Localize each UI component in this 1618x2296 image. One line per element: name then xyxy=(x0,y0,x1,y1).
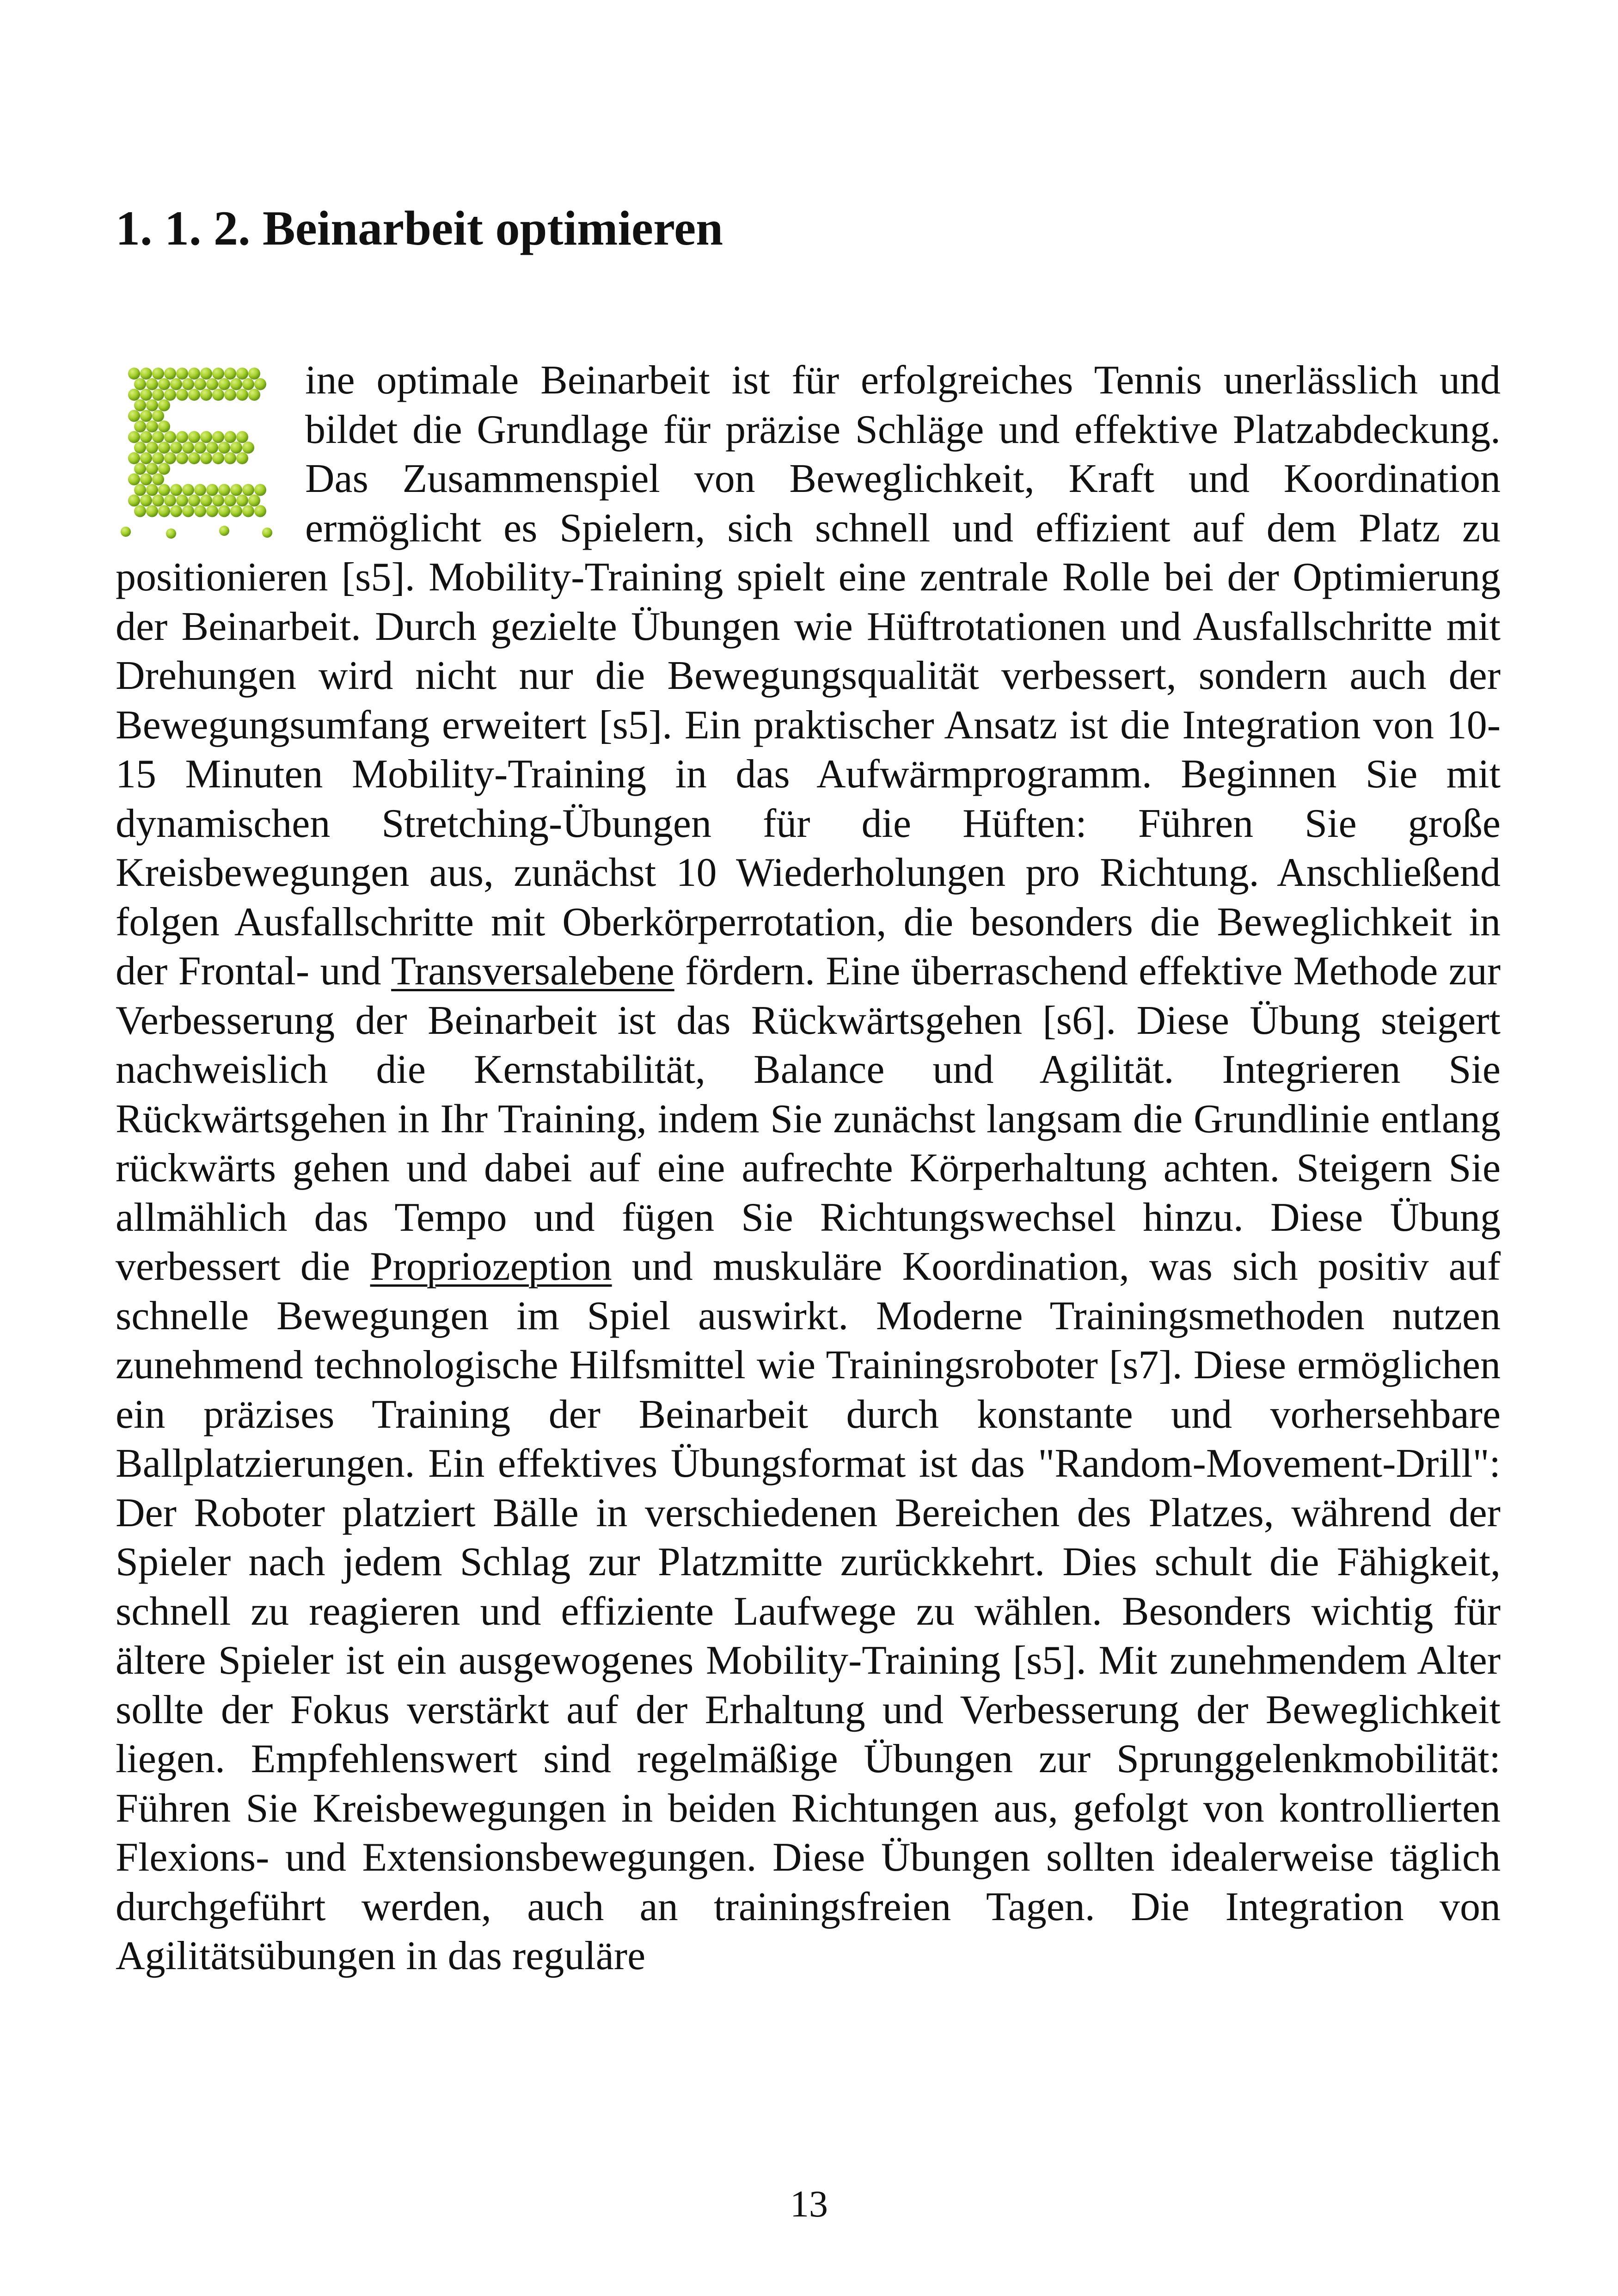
tennis-ball-icon xyxy=(188,452,200,464)
page-number: 13 xyxy=(790,2183,828,2225)
paragraph-text-part3: und muskuläre Koordination, was sich positiv auf schnelle Bewegungen im Spiel auswirkt. Moderne Trainingsmethoden nutzen zunehmend technologische Hilfsmittel wie Trainingsroboter [s7]. Diese ermöglichen ein präzises Training der Beinarbeit durch konstante und vorhersehbare Ballplatzierungen. Ein effektives Übungsformat ist das "Random-Movement-Drill": Der Roboter platziert Bälle in verschiedenen Bereichen des Platzes, während der Spieler nach jedem Schlag zur Platzmitte zurückkehrt. Dies schult die Fähigkeit, schnell zu reagieren und effiziente Laufwege zu wählen. Besonders wichtig für ältere Spieler ist ein ausgewogenes Mobility-Training [s5]. Mit zunehmendem Alter sollte der Fokus verstärkt auf der Erhaltung und Verbesserung der Beweglichkeit liegen. Empfehlenswert sind regelmäßige Übungen zur Sprunggelenkmobilität: Führen Sie Kreisbewegungen in beiden Richtungen aus, gefolgt von kontrollierten Flexions- und Extensionsbewegungen. Diese Übungen sollten idealerweise täglich durchgeführt werden, auch an trainingsfreien Tagen. Die Integration von Agilitätsübungen in das reguläre xyxy=(116,1244,1501,1978)
tennis-ball-icon xyxy=(146,442,158,454)
tennis-ball-icon xyxy=(262,528,272,538)
drop-cap-tennis-balls-icon xyxy=(116,360,273,540)
tennis-ball-icon xyxy=(170,442,182,454)
tennis-ball-icon xyxy=(242,484,254,496)
tennis-ball-icon xyxy=(146,399,158,411)
tennis-ball-icon xyxy=(212,452,224,464)
tennis-ball-icon xyxy=(140,368,152,380)
tennis-ball-icon xyxy=(236,368,248,380)
tennis-ball-icon xyxy=(194,378,206,390)
tennis-ball-icon xyxy=(224,389,236,401)
tennis-ball-icon xyxy=(182,442,194,454)
tennis-ball-icon xyxy=(140,452,152,464)
tennis-ball-icon xyxy=(170,505,182,517)
tennis-ball-icon xyxy=(194,442,206,454)
tennis-ball-icon xyxy=(200,431,212,443)
body-paragraph xyxy=(116,356,1501,1981)
tennis-ball-icon xyxy=(206,505,218,517)
tennis-ball-icon xyxy=(176,452,188,464)
tennis-ball-icon xyxy=(134,442,146,454)
paragraph-text-part1: ine optimale Beinarbeit ist für erfolgreiches Tennis unerlässlich und bildet die Grundlage für präzise Schläge und effektive Platzabdeckung. Das Zusammenspiel von Beweglichkeit, Kraft und Koordination ermöglicht es Spielern, sich schnell und effizient auf dem Platz zu positionieren [s5]. Mobility-Training spielt eine zentrale Rolle bei der Optimierung der Beinarbeit. Durch gezielte Übungen wie Hüftrotationen und Ausfallschritte mit Drehungen wird nicht nur die Bewegungsqualität verbessert, sondern auch der Bewegungsumfang erweitert [s5]. Ein praktischer Ansatz ist die Integration von 10-15 Minuten Mobility-Training in das Aufwärmprogramm. Beginnen Sie mit dynamischen Stretching-Übungen für die Hüften: Führen Sie große Kreisbewegungen aus, zunächst 10 Wiederholungen pro Richtung. Anschließend folgen Ausfallschritte mit Oberkörperrotation, die besonders die Beweglichkeit in der Frontal- und xyxy=(116,358,1501,994)
tennis-ball-icon xyxy=(236,431,248,443)
tennis-ball-icon xyxy=(134,505,146,517)
tennis-ball-icon xyxy=(218,484,230,496)
tennis-ball-icon xyxy=(158,484,170,496)
tennis-balls-letter-icon xyxy=(116,360,273,540)
tennis-ball-icon xyxy=(206,484,218,496)
tennis-ball-icon xyxy=(158,399,170,411)
tennis-ball-icon xyxy=(254,484,266,496)
tennis-ball-icon xyxy=(121,527,131,537)
tennis-ball-icon xyxy=(188,389,200,401)
tennis-ball-icon xyxy=(128,473,140,485)
tennis-ball-icon xyxy=(236,452,248,464)
tennis-ball-icon xyxy=(200,452,212,464)
tennis-ball-icon xyxy=(146,484,158,496)
tennis-ball-icon xyxy=(152,410,164,422)
term-transversalebene-link[interactable]: Transversalebene xyxy=(391,949,674,994)
tennis-ball-icon xyxy=(170,484,182,496)
tennis-ball-icon xyxy=(206,378,218,390)
tennis-ball-icon xyxy=(152,452,164,464)
tennis-ball-icon xyxy=(158,505,170,517)
tennis-ball-icon xyxy=(200,389,212,401)
tennis-ball-icon xyxy=(182,378,194,390)
tennis-ball-icon xyxy=(230,505,242,517)
tennis-ball-icon xyxy=(146,463,158,475)
tennis-ball-icon xyxy=(230,442,242,454)
tennis-ball-icon xyxy=(218,378,230,390)
tennis-ball-icon xyxy=(134,420,146,432)
tennis-ball-icon xyxy=(212,389,224,401)
tennis-ball-icon xyxy=(218,442,230,454)
tennis-ball-icon xyxy=(140,473,152,485)
tennis-ball-icon xyxy=(134,378,146,390)
tennis-ball-icon xyxy=(146,378,158,390)
tennis-ball-icon xyxy=(242,378,254,390)
tennis-ball-icon xyxy=(224,431,236,443)
tennis-ball-icon xyxy=(152,431,164,443)
tennis-ball-icon xyxy=(128,410,140,422)
tennis-ball-icon xyxy=(242,442,254,454)
tennis-ball-icon xyxy=(158,420,170,432)
tennis-ball-icon xyxy=(230,484,242,496)
tennis-ball-icon xyxy=(188,495,200,507)
tennis-ball-icon xyxy=(146,420,158,432)
tennis-ball-icon xyxy=(158,442,170,454)
tennis-ball-icon xyxy=(182,484,194,496)
tennis-ball-icon xyxy=(128,495,140,507)
paragraph-text-part2: fördern. Eine überraschend effektive Methode zur Verbesserung der Beinarbeit ist das Rückwärtsgehen [s6]. Diese Übung steigert nachweislich die Kernstabilität, Balance und Agilität. Integrieren Sie Rückwärtsgehen in Ihr Training, indem Sie zunächst langsam die Grundlinie entlang rückwärts gehen und dabei auf eine aufrechte Körperhaltung achten. Steigern Sie allmählich das Tempo und fügen Sie Richtungswechsel hinzu. Diese Übung verbessert die xyxy=(116,949,1501,1289)
tennis-ball-icon xyxy=(128,452,140,464)
tennis-ball-icon xyxy=(194,484,206,496)
tennis-ball-icon xyxy=(176,368,188,380)
tennis-ball-icon xyxy=(152,473,164,485)
tennis-ball-icon xyxy=(188,368,200,380)
tennis-ball-icon xyxy=(146,505,158,517)
tennis-ball-icon xyxy=(182,505,194,517)
tennis-ball-icon xyxy=(176,431,188,443)
tennis-ball-icon xyxy=(164,389,176,401)
tennis-ball-icon xyxy=(248,389,260,401)
tennis-ball-icon xyxy=(219,526,229,536)
tennis-ball-icon xyxy=(152,389,164,401)
tennis-ball-icon xyxy=(224,368,236,380)
tennis-ball-icon xyxy=(128,368,140,380)
tennis-ball-icon xyxy=(212,495,224,507)
tennis-ball-icon xyxy=(236,495,248,507)
tennis-ball-icon xyxy=(140,495,152,507)
tennis-ball-icon xyxy=(242,505,254,517)
tennis-ball-icon xyxy=(164,495,176,507)
tennis-ball-icon xyxy=(206,442,218,454)
tennis-ball-icon xyxy=(176,389,188,401)
tennis-ball-icon xyxy=(236,389,248,401)
tennis-ball-icon xyxy=(248,368,260,380)
tennis-ball-icon xyxy=(164,452,176,464)
tennis-ball-icon xyxy=(176,495,188,507)
tennis-ball-icon xyxy=(158,463,170,475)
tennis-ball-icon xyxy=(194,505,206,517)
tennis-ball-icon xyxy=(212,368,224,380)
tennis-ball-icon xyxy=(164,368,176,380)
tennis-ball-icon xyxy=(158,378,170,390)
tennis-ball-icon xyxy=(200,495,212,507)
tennis-ball-icon xyxy=(152,368,164,380)
tennis-ball-icon xyxy=(140,431,152,443)
tennis-ball-icon xyxy=(224,495,236,507)
tennis-ball-icon xyxy=(254,505,266,517)
tennis-ball-icon xyxy=(140,389,152,401)
term-propriozeption-link[interactable]: Propriozeption xyxy=(370,1244,612,1289)
tennis-ball-icon xyxy=(212,431,224,443)
tennis-ball-icon xyxy=(140,410,152,422)
tennis-ball-icon xyxy=(134,484,146,496)
tennis-ball-icon xyxy=(166,528,176,539)
tennis-ball-icon xyxy=(254,378,266,390)
tennis-ball-icon xyxy=(134,399,146,411)
tennis-ball-icon xyxy=(200,368,212,380)
tennis-ball-icon xyxy=(134,463,146,475)
tennis-ball-icon xyxy=(128,431,140,443)
tennis-ball-icon xyxy=(188,431,200,443)
tennis-ball-icon xyxy=(164,431,176,443)
tennis-ball-icon xyxy=(248,495,260,507)
tennis-ball-icon xyxy=(128,389,140,401)
section-heading: 1. 1. 2. Beinarbeit optimieren xyxy=(116,201,723,255)
tennis-ball-icon xyxy=(230,378,242,390)
tennis-ball-icon xyxy=(170,378,182,390)
tennis-ball-icon xyxy=(152,495,164,507)
tennis-ball-icon xyxy=(218,505,230,517)
tennis-ball-icon xyxy=(224,452,236,464)
